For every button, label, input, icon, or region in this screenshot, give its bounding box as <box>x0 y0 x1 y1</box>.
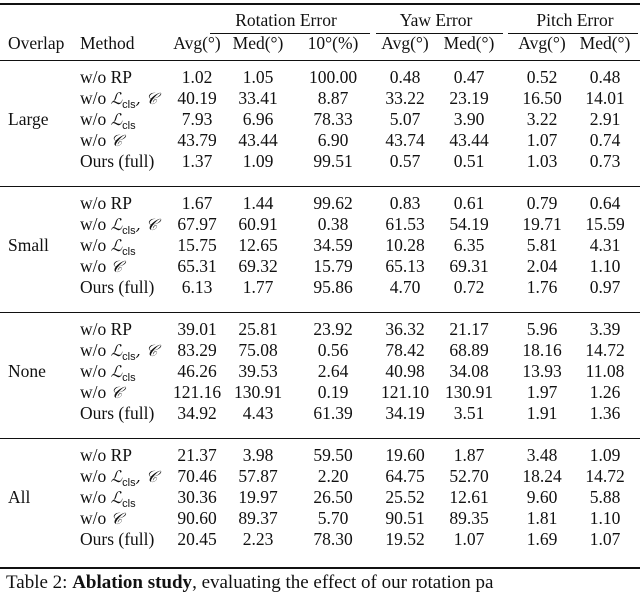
table-cell: 12.61 <box>449 487 489 507</box>
table-cell: 1.69 <box>526 529 558 549</box>
table-cell: 5.96 <box>526 319 558 339</box>
table-cell: 61.53 <box>385 214 425 234</box>
table-cell: 6.35 <box>453 235 485 255</box>
table-cell: 0.74 <box>589 130 621 150</box>
table-cell: 68.89 <box>449 340 489 360</box>
section-rule <box>0 312 640 313</box>
table-cell: 3.39 <box>589 319 621 339</box>
table-cell: 0.64 <box>589 193 621 213</box>
table-cell: 69.31 <box>449 256 489 276</box>
table-cell: 15.75 <box>177 235 217 255</box>
method-label: w/o 𝒞 <box>80 130 123 150</box>
table-cell: 83.29 <box>177 340 217 360</box>
table-cell: 54.19 <box>449 214 489 234</box>
table-cell: 1.10 <box>589 256 621 276</box>
table-cell: 0.61 <box>453 193 485 213</box>
method-label: Ours (full) <box>80 151 155 171</box>
table-cell: 34.92 <box>177 403 217 423</box>
overlap-group-label: Large <box>8 109 49 129</box>
table-cell: 75.08 <box>238 340 278 360</box>
table-cell: 2.91 <box>589 109 621 129</box>
table-cell: 20.45 <box>177 529 217 549</box>
table-cell: 1.03 <box>526 151 558 171</box>
table-cell: 34.59 <box>313 235 353 255</box>
table-cell: 0.57 <box>389 151 421 171</box>
table-cell: 99.51 <box>313 151 353 171</box>
table-cell: 25.81 <box>238 319 278 339</box>
method-label: w/o ℒ$_{cls}$ <box>80 235 136 258</box>
table-cell: 1.07 <box>453 529 485 549</box>
table-cell: 16.50 <box>522 88 562 108</box>
header-group-label: Yaw Error <box>399 10 473 30</box>
method-label: w/o ℒ$_{cls}$ <box>80 109 136 132</box>
table-cell: 0.56 <box>317 340 349 360</box>
table-cell: 121.16 <box>172 382 222 402</box>
table-cell: 1.81 <box>526 508 558 528</box>
table-cell: 19.71 <box>522 214 562 234</box>
overlap-group-label: None <box>8 361 46 381</box>
header-subcolumn: Avg(°) <box>173 33 221 53</box>
table-cell: 1.44 <box>242 193 274 213</box>
table-cell: 5.81 <box>526 235 558 255</box>
table-cell: 43.79 <box>177 130 217 150</box>
table-cell: 14.72 <box>585 466 625 486</box>
method-label: Ours (full) <box>80 403 155 423</box>
method-label: w/o RP <box>80 445 133 465</box>
overlap-group-label: Small <box>8 235 49 255</box>
table-cell: 69.32 <box>238 256 278 276</box>
table-cell: 1.77 <box>242 277 274 297</box>
table-cell: 78.30 <box>313 529 353 549</box>
table-cell: 89.35 <box>449 508 489 528</box>
table-cell: 100.00 <box>308 67 358 87</box>
header-rule <box>0 60 640 61</box>
table-cell: 5.88 <box>589 487 621 507</box>
overlap-group-label: All <box>8 487 31 507</box>
table-cell: 0.72 <box>453 277 485 297</box>
table-cell: 0.73 <box>589 151 621 171</box>
table-cell: 1.10 <box>589 508 621 528</box>
table-cell: 90.51 <box>385 508 425 528</box>
header-method: Method <box>80 33 135 53</box>
table-cell: 34.19 <box>385 403 425 423</box>
table-cell: 18.24 <box>522 466 562 486</box>
table-cell: 67.97 <box>177 214 217 234</box>
table-cell: 13.93 <box>522 361 562 381</box>
table-cell: 70.46 <box>177 466 217 486</box>
section-rule <box>0 438 640 439</box>
table-cell: 21.17 <box>449 319 489 339</box>
table-cell: 15.79 <box>313 256 353 276</box>
table-cell: 2.20 <box>317 466 349 486</box>
table-cell: 52.70 <box>449 466 489 486</box>
method-label: w/o RP <box>80 319 133 339</box>
table-cell: 33.41 <box>238 88 278 108</box>
table-cell: 130.91 <box>444 382 494 402</box>
table-cell: 15.59 <box>585 214 625 234</box>
table-cell: 19.60 <box>385 445 425 465</box>
table-cell: 34.08 <box>449 361 489 381</box>
table-cell: 0.48 <box>389 67 421 87</box>
table-cell: 25.52 <box>385 487 425 507</box>
method-label: w/o RP <box>80 67 133 87</box>
table-cell: 61.39 <box>313 403 353 423</box>
table-cell: 6.96 <box>242 109 274 129</box>
table-cell: 30.36 <box>177 487 217 507</box>
table-cell: 26.50 <box>313 487 353 507</box>
table-cell: 9.60 <box>526 487 558 507</box>
table-cell: 39.01 <box>177 319 217 339</box>
table-cell: 3.90 <box>453 109 485 129</box>
header-group-label: Rotation Error <box>235 10 337 30</box>
method-label: w/o 𝒞 <box>80 382 123 402</box>
method-label: Ours (full) <box>80 277 155 297</box>
table-cell: 78.42 <box>385 340 425 360</box>
method-label: w/o ℒ$_{cls}$ <box>80 487 136 510</box>
table-cell: 0.19 <box>317 382 349 402</box>
table-cell: 59.50 <box>313 445 353 465</box>
top-rule <box>0 3 640 5</box>
table-caption: Table 2: Ablation study, evaluating the effect of our rotation pa <box>6 572 494 593</box>
method-label: w/o ℒ$_{cls}$, 𝒞 <box>80 340 158 363</box>
method-label: w/o ℒ$_{cls}$, 𝒞 <box>80 88 158 111</box>
table-cell: 78.33 <box>313 109 353 129</box>
table-cell: 46.26 <box>177 361 217 381</box>
table-cell: 1.02 <box>181 67 213 87</box>
method-label: w/o ℒ$_{cls}$, 𝒞 <box>80 466 158 489</box>
table-cell: 1.36 <box>589 403 621 423</box>
table-cell: 14.72 <box>585 340 625 360</box>
table-cell: 23.19 <box>449 88 489 108</box>
table-cell: 43.74 <box>385 130 425 150</box>
table-cell: 1.87 <box>453 445 485 465</box>
table-cell: 2.04 <box>526 256 558 276</box>
table-cell: 12.65 <box>238 235 278 255</box>
table-cell: 19.52 <box>385 529 425 549</box>
table-cell: 39.53 <box>238 361 278 381</box>
table-cell: 43.44 <box>449 130 489 150</box>
table-cell: 0.47 <box>453 67 485 87</box>
table-cell: 36.32 <box>385 319 425 339</box>
table-cell: 99.62 <box>313 193 353 213</box>
table-cell: 1.09 <box>242 151 274 171</box>
table-cell: 0.48 <box>589 67 621 87</box>
table-cell: 65.31 <box>177 256 217 276</box>
header-subcolumn: Med(°) <box>443 33 495 53</box>
table-cell: 1.91 <box>526 403 558 423</box>
method-label: w/o 𝒞 <box>80 508 123 528</box>
table-cell: 23.92 <box>313 319 353 339</box>
table-cell: 57.87 <box>238 466 278 486</box>
table-cell: 130.91 <box>233 382 283 402</box>
table-cell: 18.16 <box>522 340 562 360</box>
method-label: w/o ℒ$_{cls}$ <box>80 361 136 384</box>
table-cell: 1.07 <box>589 529 621 549</box>
table-cell: 4.31 <box>589 235 621 255</box>
method-label: w/o ℒ$_{cls}$, 𝒞 <box>80 214 158 237</box>
header-group-label: Pitch Error <box>536 10 614 30</box>
table-cell: 40.98 <box>385 361 425 381</box>
table-cell: 1.67 <box>181 193 213 213</box>
method-label: w/o 𝒞 <box>80 256 123 276</box>
table-cell: 1.26 <box>589 382 621 402</box>
table-cell: 40.19 <box>177 88 217 108</box>
table-cell: 1.76 <box>526 277 558 297</box>
table-cell: 1.09 <box>589 445 621 465</box>
table-cell: 33.22 <box>385 88 425 108</box>
table-cell: 3.51 <box>453 403 485 423</box>
table-cell: 19.97 <box>238 487 278 507</box>
table-cell: 2.23 <box>242 529 274 549</box>
table-cell: 90.60 <box>177 508 217 528</box>
table-cell: 10.28 <box>385 235 425 255</box>
table-cell: 11.08 <box>585 361 625 381</box>
bottom-rule <box>0 567 640 569</box>
table-cell: 1.05 <box>242 67 274 87</box>
table-cell: 14.01 <box>585 88 625 108</box>
table-cell: 64.75 <box>385 466 425 486</box>
header-subcolumn: Med(°) <box>579 33 631 53</box>
table-cell: 3.48 <box>526 445 558 465</box>
table-cell: 6.13 <box>181 277 213 297</box>
table-cell: 0.38 <box>317 214 349 234</box>
header-overlap: Overlap <box>8 33 65 53</box>
table-cell: 3.98 <box>242 445 274 465</box>
table-cell: 6.90 <box>317 130 349 150</box>
table-cell: 4.43 <box>242 403 274 423</box>
header-subcolumn: Avg(°) <box>518 33 566 53</box>
header-subcolumn: Avg(°) <box>381 33 429 53</box>
header-subcolumn: 10°(%) <box>307 33 359 53</box>
table-cell: 43.44 <box>238 130 278 150</box>
table-cell: 0.83 <box>389 193 421 213</box>
table-cell: 1.97 <box>526 382 558 402</box>
table-cell: 3.22 <box>526 109 558 129</box>
table-cell: 89.37 <box>238 508 278 528</box>
table-cell: 0.97 <box>589 277 621 297</box>
table-cell: 65.13 <box>385 256 425 276</box>
section-rule <box>0 186 640 187</box>
table-cell: 60.91 <box>238 214 278 234</box>
table-cell: 121.10 <box>380 382 430 402</box>
table-cell: 8.87 <box>317 88 349 108</box>
table-cell: 4.70 <box>389 277 421 297</box>
table-cell: 21.37 <box>177 445 217 465</box>
table-cell: 2.64 <box>317 361 349 381</box>
table-cell: 1.37 <box>181 151 213 171</box>
table-cell: 5.07 <box>389 109 421 129</box>
table-cell: 0.79 <box>526 193 558 213</box>
table-cell: 5.70 <box>317 508 349 528</box>
table-cell: 0.52 <box>526 67 558 87</box>
table-cell: 95.86 <box>313 277 353 297</box>
table-cell: 7.93 <box>181 109 213 129</box>
method-label: Ours (full) <box>80 529 155 549</box>
table-cell: 1.07 <box>526 130 558 150</box>
method-label: w/o RP <box>80 193 133 213</box>
table-cell: 0.51 <box>453 151 485 171</box>
header-subcolumn: Med(°) <box>232 33 284 53</box>
